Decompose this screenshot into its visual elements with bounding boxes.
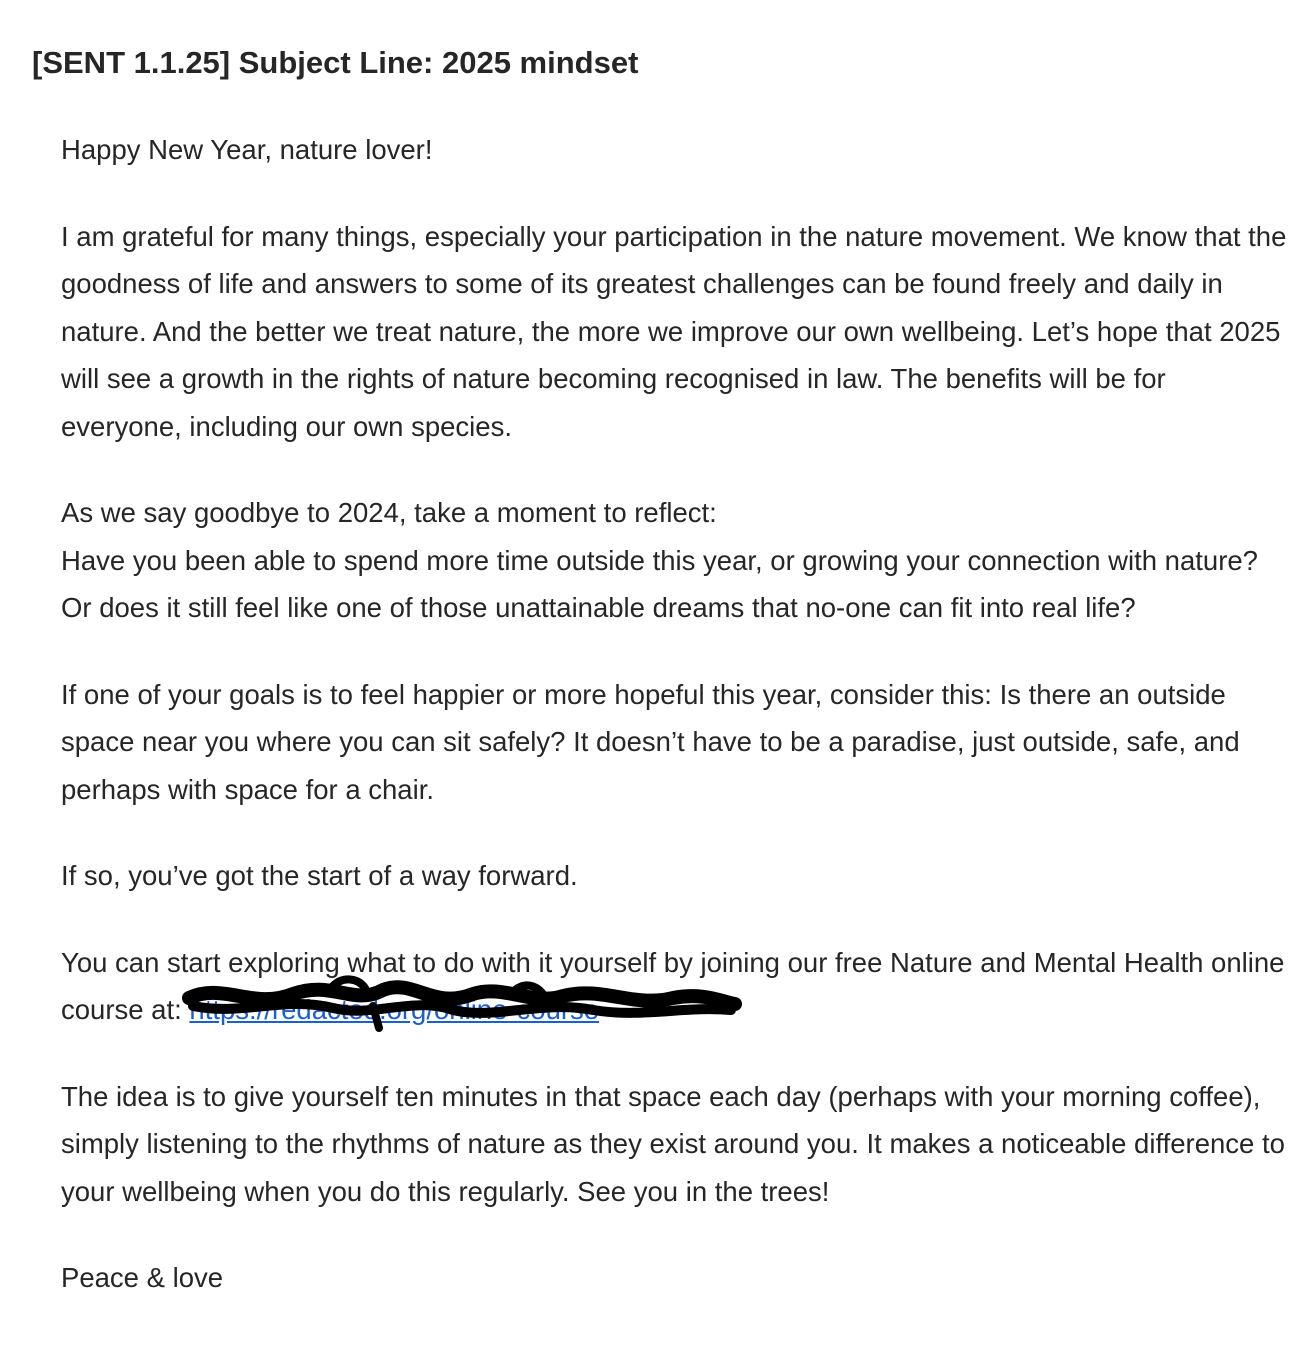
- reflect-question: Have you been able to spend more time outside this year, or growing your connection with nature? Or does it still feel like one of those unattainable dreams that no-one can fit into real life?: [61, 544, 1258, 623]
- paragraph-goals: If one of your goals is to feel happier or more hopeful this year, consider this: Is there an outside space near you where you can sit safely? It doesn’t have to be a paradise, just outside, safe, and perhaps with space for a chair.: [61, 678, 1240, 805]
- paragraph-idea: The idea is to give yourself ten minutes in that space each day (perhaps with your morning coffee), simply listening to the rhythms of nature as they exist around you. It makes a noticeable difference to your wellbeing when you do this regularly. See you in the trees!: [61, 1080, 1285, 1207]
- paragraph-gratitude: I am grateful for many things, especially your participation in the nature movement. We know that the goodness of life and answers to some of its greatest challenges can be found freely and daily in nature. And the better we treat nature, the more we improve our own wellbeing. Let’s hope that 2025 will see a growth in the rights of nature becoming recognised in law. The benefits will be for everyone, including our own species.: [61, 220, 1287, 442]
- course-text: You can start exploring what to do with it yourself by joining our free Nature and Mental Health online course at:: [61, 946, 1285, 1025]
- subject-line: [SENT 1.1.25] Subject Line: 2025 mindset: [32, 45, 639, 80]
- course-link[interactable]: [189, 986, 599, 1034]
- course-link-text: https://redacted.org/online-course: [189, 994, 600, 1025]
- reflect-intro: As we say goodbye to 2024, take a moment to reflect:: [61, 497, 717, 528]
- greeting: Happy New Year, nature lover!: [61, 134, 433, 165]
- signoff: Peace & love: [61, 1262, 224, 1293]
- redaction-scribble-icon: [183, 976, 743, 1032]
- paragraph-course: [61, 939, 1291, 1034]
- paragraph-forward: If so, you’ve got the start of a way forward.: [61, 860, 578, 891]
- email-body: [61, 126, 1291, 1341]
- paragraph-reflect: [61, 489, 1291, 632]
